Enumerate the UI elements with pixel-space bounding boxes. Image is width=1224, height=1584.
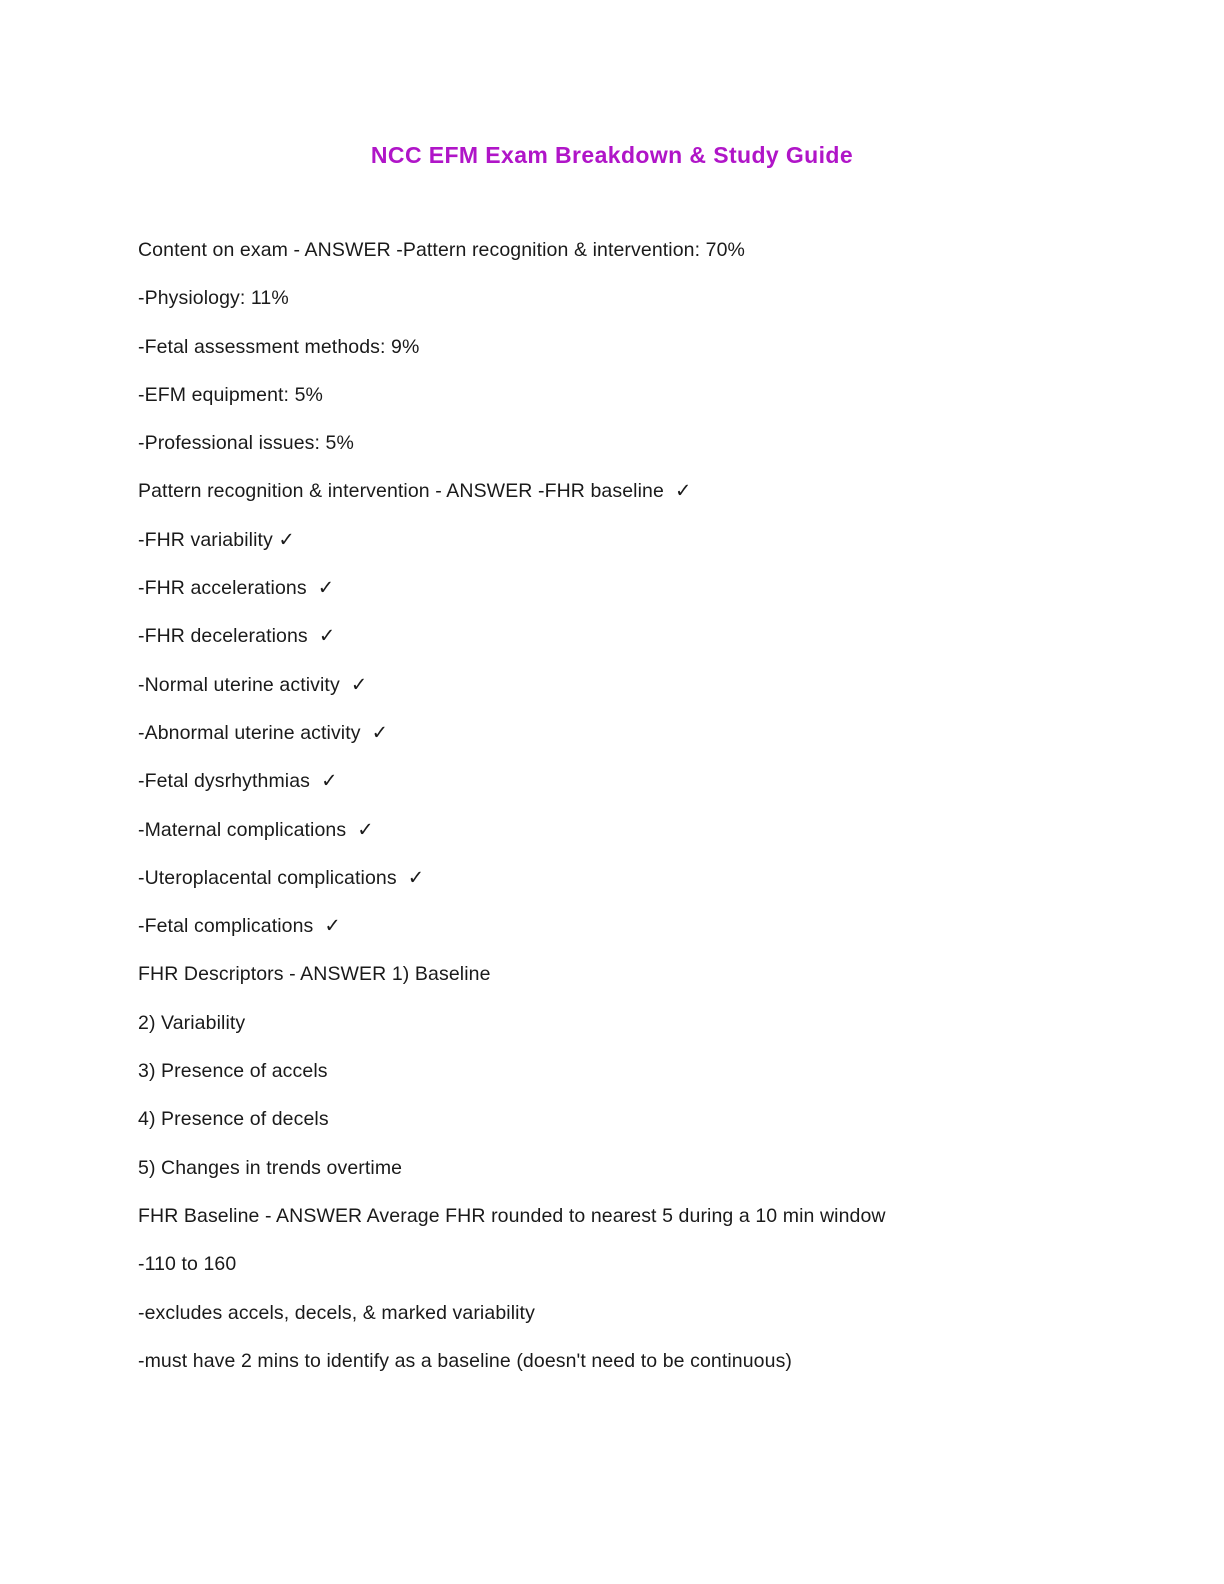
document-line: -Maternal complications ✓ — [138, 818, 374, 841]
document-line: -FHR accelerations ✓ — [138, 577, 335, 600]
document-line: -Abnormal uterine activity ✓ — [138, 721, 389, 744]
document-line: -must have 2 mins to identify as a baseline (doesn't need to be continuous) — [138, 1349, 793, 1372]
document-line: FHR Descriptors - ANSWER 1) Baseline — [138, 963, 491, 986]
document-line: -excludes accels, decels, & marked variability — [138, 1301, 535, 1324]
page-title: NCC EFM Exam Breakdown & Study Guide — [370, 142, 854, 168]
document-line: -Fetal complications ✓ — [138, 915, 341, 938]
document-line: -EFM equipment: 5% — [138, 383, 323, 406]
document-line: -Fetal assessment methods: 9% — [138, 335, 420, 358]
document-line: -Professional issues: 5% — [138, 432, 354, 455]
document-line: 2) Variability — [138, 1011, 246, 1034]
document-line: 4) Presence of decels — [138, 1108, 329, 1131]
document-line: 3) Presence of accels — [138, 1060, 328, 1083]
document-line: -110 to 160 — [138, 1253, 237, 1276]
document-line: FHR Baseline - ANSWER Average FHR rounded to nearest 5 during a 10 min window — [138, 1204, 886, 1227]
document-line: -Normal uterine activity ✓ — [138, 673, 368, 696]
document-line: -FHR decelerations ✓ — [138, 625, 336, 648]
document-line: Pattern recognition & intervention - ANSWER -FHR baseline ✓ — [138, 480, 692, 503]
document-line: -Physiology: 11% — [138, 287, 289, 310]
document-body — [138, 240, 1098, 1399]
document-line: -Fetal dysrhythmias ✓ — [138, 770, 338, 793]
document-line: 5) Changes in trends overtime — [138, 1156, 403, 1179]
document-line: -Uteroplacental complications ✓ — [138, 866, 425, 889]
document-line: Content on exam - ANSWER -Pattern recognition & intervention: 70% — [138, 239, 745, 261]
document-line: -FHR variability ✓ — [138, 528, 295, 551]
